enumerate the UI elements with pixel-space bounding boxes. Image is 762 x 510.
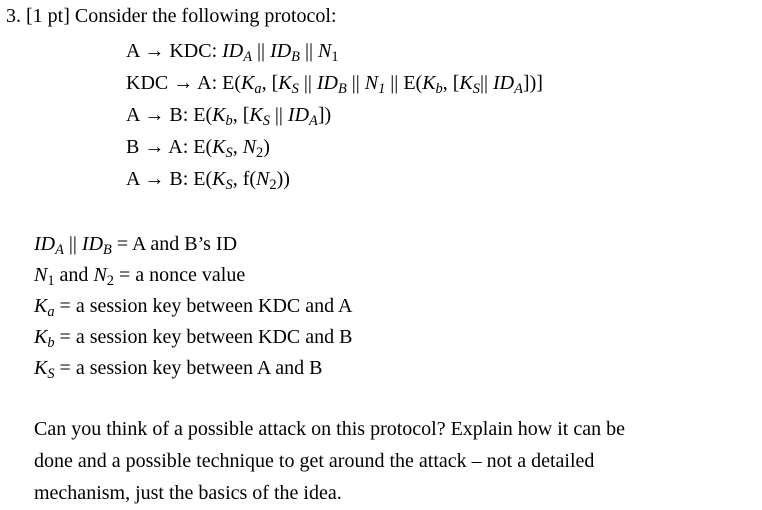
definition-nonces: $N_1$ and $N_2 = a$ nonce value	[34, 264, 246, 290]
definition-kb: $K_b = a$ session key between KDC and B	[34, 326, 353, 352]
protocol-step-4: B → A: $E(K_S$, $N_2$)	[126, 136, 270, 162]
question-number: 3.	[6, 5, 21, 27]
definition-ks: $K_S = a$ session key between A and B	[34, 357, 323, 383]
protocol-step-1: A → KDC: $ID_A$ || $ID_B$ || $N_1$	[126, 40, 339, 66]
question-points: [1 pt]	[26, 5, 70, 27]
protocol-step-3: A → B: $E(K_b$, [$K_S$ || $ID_A$])	[126, 104, 332, 130]
definition-ka: $K_a = a$ session key between KDC and A	[34, 295, 353, 321]
prompt-line-2: done and a possible technique to get around the attack – not a detailed	[34, 450, 595, 472]
prompt-line-3: mechanism, just the basics of the idea.	[34, 482, 342, 504]
question-header	[6, 4, 337, 28]
question-intro: Consider the following protocol:	[74, 5, 337, 27]
protocol-step-2: KDC → A: $E(K_a$, [$K_S$ || $ID_B$ || $N_1$ || $E(K_b$, [$K_S||$ $ID_A$])]	[126, 72, 543, 98]
prompt-line-1: Can you think of a possible attack on this protocol? Explain how it can be	[34, 418, 625, 440]
protocol-step-5: A → B: $E(K_S$, $f(N_2)$)	[126, 168, 290, 194]
definition-ids: $ID_A$ || $ID_B = A$ and B’s ID	[34, 233, 238, 259]
